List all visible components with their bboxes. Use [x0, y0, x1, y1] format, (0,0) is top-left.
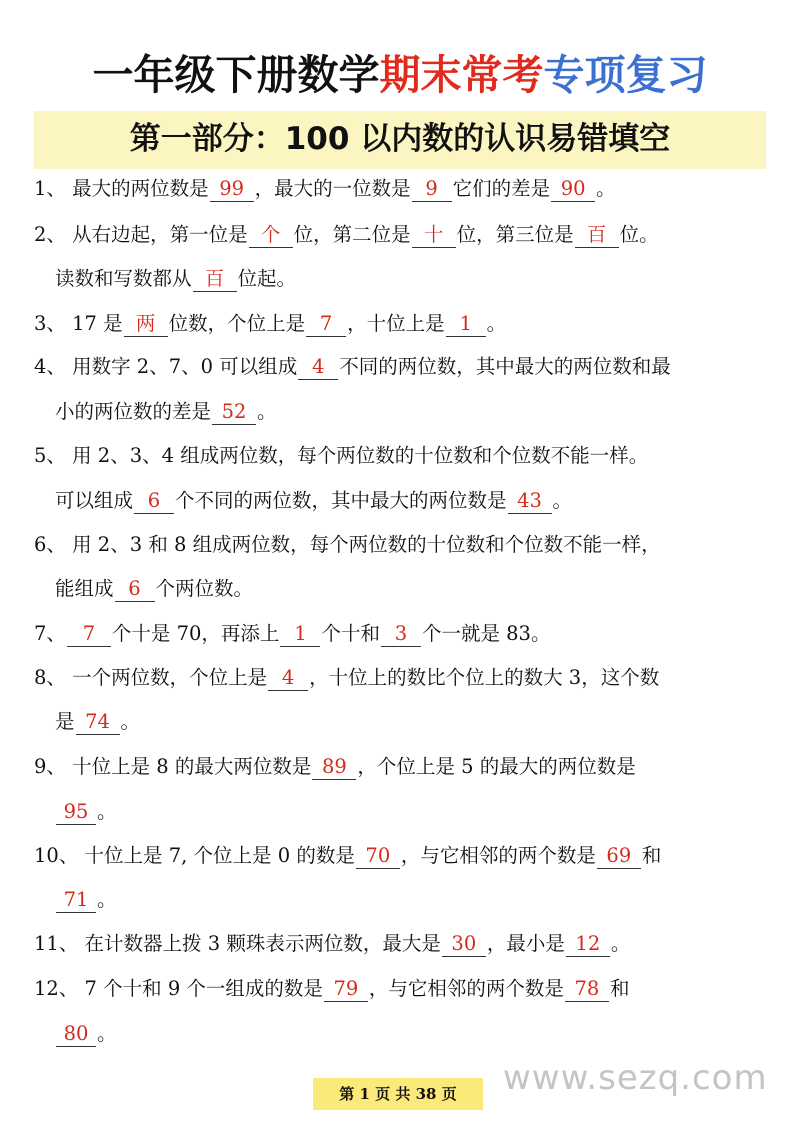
question-text: 3、 17 是 [34, 312, 123, 335]
answer-blank: 3 [381, 622, 421, 647]
question-text: ，个位上是 5 的最大的两位数是 [357, 755, 636, 778]
question-10-continued [55, 885, 117, 915]
question-text: ，与它相邻的两个数是 [368, 977, 564, 1000]
answer-blank: 7 [306, 312, 346, 337]
answer-blank: 78 [565, 977, 609, 1002]
question-text: 位，第三位是 [456, 223, 574, 246]
question-text: 4、 用数字 2、7、0 可以组成 [34, 355, 298, 378]
answer-blank: 79 [324, 977, 368, 1002]
question-text: 位起。 [237, 267, 297, 290]
question-text: ，十位上的数比个位上的数大 3，这个数 [309, 666, 660, 689]
question-text: 是 [55, 710, 75, 733]
title-part-blue: 专项复习 [543, 51, 708, 99]
question-text: 。 [257, 400, 277, 423]
question-text: ，最大的一位数是 [254, 177, 411, 200]
question-text: 11、 在计数器上拨 3 颗珠表示两位数，最大是 [34, 932, 441, 955]
question-text: 它们的差是 [452, 177, 551, 200]
question-9 [34, 752, 636, 782]
answer-blank: 9 [412, 177, 452, 202]
question-9-continued [55, 797, 117, 827]
title-part-red: 期末常考 [379, 51, 544, 99]
question-text: 10、 十位上是 7, 个位上是 0 的数是 [34, 844, 355, 867]
answer-blank: 4 [298, 355, 338, 380]
question-text: 6、 用 2、3 和 8 组成两位数，每个两位数的十位数和个位数不能一样， [34, 533, 661, 556]
question-6-continued [55, 574, 253, 604]
question-6 [34, 530, 661, 560]
title-part-black: 一年级下册数学 [92, 51, 380, 99]
question-12-continued [55, 1019, 117, 1049]
answer-blank: 43 [508, 489, 552, 514]
answer-blank: 个 [249, 223, 293, 248]
answer-blank: 百 [193, 267, 237, 292]
question-8 [34, 663, 659, 693]
question-12 [34, 974, 629, 1004]
question-text: 和 [609, 977, 630, 1000]
question-11 [34, 929, 630, 959]
answer-blank: 70 [356, 844, 400, 869]
question-text: 位。 [619, 223, 659, 246]
question-text: 9、 十位上是 8 的最大两位数是 [34, 755, 312, 778]
question-text: 12、 7 个十和 9 个一组成的数是 [34, 977, 323, 1000]
answer-blank: 80 [56, 1022, 96, 1047]
question-text: 个一就是 83。 [421, 622, 551, 645]
question-text: 8、 一个两位数，个位上是 [34, 666, 268, 689]
question-text: ，与它相邻的两个数是 [400, 844, 596, 867]
question-text: 个不同的两位数，其中最大的两位数是 [175, 489, 507, 512]
question-text: 7、 [34, 622, 66, 645]
question-4-continued [55, 397, 277, 427]
question-10 [34, 841, 661, 871]
question-text: 。 [97, 800, 117, 823]
page-title [0, 42, 800, 101]
question-text: 个十是 70，再添上 [111, 622, 280, 645]
question-text: 和 [641, 844, 662, 867]
answer-blank: 74 [76, 710, 120, 735]
answer-blank: 4 [268, 666, 308, 691]
question-text: 。 [486, 312, 507, 335]
answer-blank: 99 [210, 177, 254, 202]
question-text: 。 [596, 177, 616, 200]
question-text: 个两位数。 [155, 577, 254, 600]
question-5-continued [55, 486, 572, 516]
question-8-continued [55, 707, 140, 737]
answer-blank: 1 [280, 622, 320, 647]
question-5 [34, 441, 648, 471]
answer-blank: 95 [56, 800, 96, 825]
question-text: 。 [552, 489, 573, 512]
answer-blank: 十 [412, 223, 456, 248]
watermark: www.sezq.com [503, 1058, 768, 1098]
question-2 [34, 220, 659, 250]
answer-blank: 89 [312, 755, 356, 780]
question-2-continued [55, 264, 296, 294]
question-text: 。 [97, 1022, 117, 1045]
question-text: 位数，个位上是 [168, 312, 306, 335]
question-text: 。 [610, 932, 631, 955]
question-text: 1、 最大的两位数是 [34, 177, 209, 200]
question-text: 位，第二位是 [293, 223, 411, 246]
answer-blank: 90 [551, 177, 595, 202]
question-text: 读数和写数都从 [55, 267, 192, 290]
question-text: 个十和 [321, 622, 380, 645]
answer-blank: 1 [446, 312, 486, 337]
question-text: 5、 用 2、3、4 组成两位数，每个两位数的十位数和个位数不能一样。 [34, 444, 649, 467]
question-text: ，最小是 [486, 932, 565, 955]
question-1 [34, 174, 616, 204]
question-text: ，十位上是 [347, 312, 445, 335]
answer-blank: 6 [134, 489, 174, 514]
answer-blank: 6 [115, 577, 155, 602]
question-7 [34, 619, 550, 649]
question-text: 不同的两位数，其中最大的两位数和最 [339, 355, 671, 378]
answer-blank: 7 [67, 622, 111, 647]
question-text: 能组成 [55, 577, 114, 600]
answer-blank: 30 [442, 932, 486, 957]
question-4 [34, 352, 671, 382]
section-title: 第一部分：100 以内数的认识易错填空 [129, 121, 671, 157]
question-text: 。 [97, 888, 117, 911]
answer-blank: 69 [597, 844, 641, 869]
question-text: 2、 从右边起，第一位是 [34, 223, 248, 246]
answer-blank: 百 [575, 223, 619, 248]
page-number: 第 1 页 共 38 页 [339, 1085, 457, 1103]
answer-blank: 52 [212, 400, 256, 425]
answer-blank: 两 [124, 312, 168, 337]
question-text: 可以组成 [55, 489, 134, 512]
question-3 [34, 309, 506, 339]
question-text: 小的两位数的差是 [55, 400, 212, 423]
answer-blank: 12 [566, 932, 610, 957]
question-text: 。 [120, 710, 141, 733]
answer-blank: 71 [56, 888, 96, 913]
